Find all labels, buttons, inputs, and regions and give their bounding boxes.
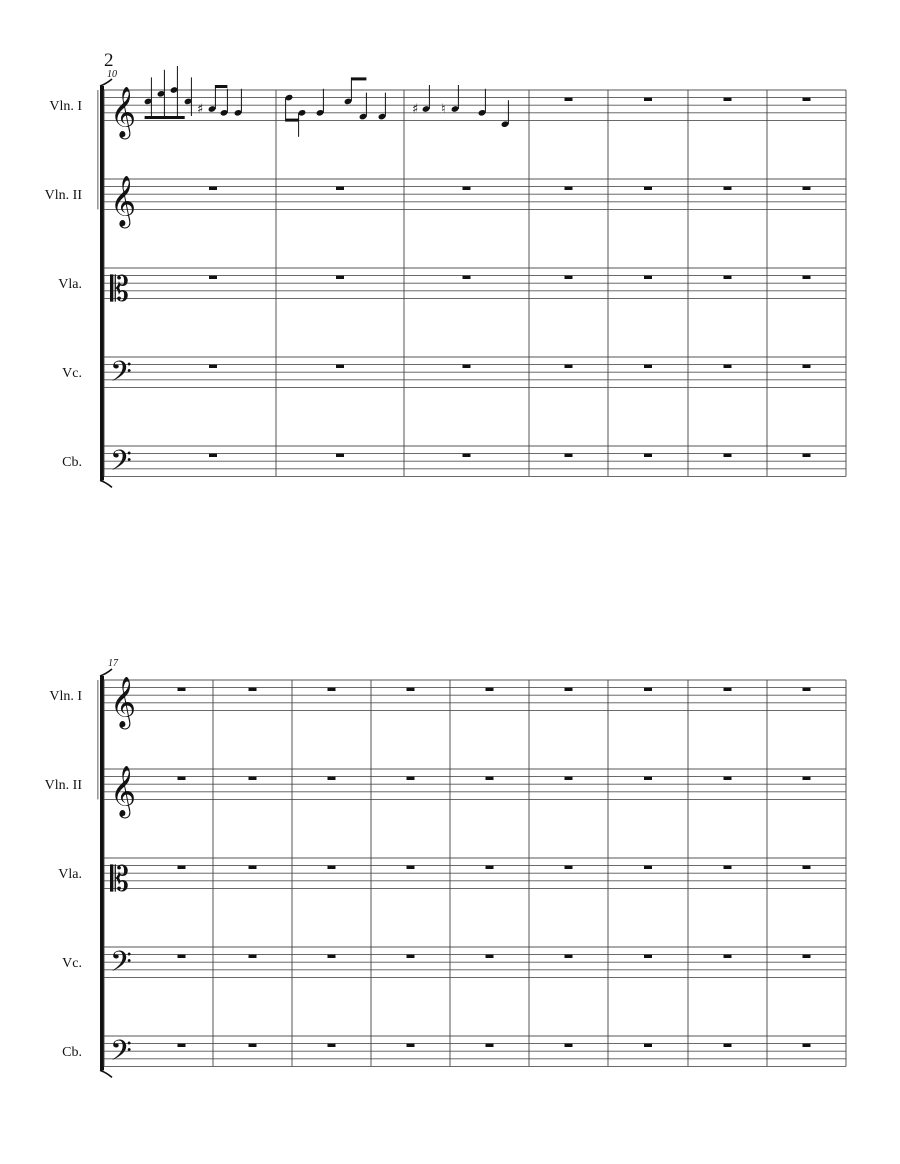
whole-rest: [803, 98, 811, 101]
whole-rest: [178, 688, 186, 691]
whole-rest: [463, 454, 471, 457]
whole-rest: [407, 1044, 415, 1047]
whole-rest: [328, 955, 336, 958]
whole-rest: [803, 454, 811, 457]
whole-rest: [803, 1044, 811, 1047]
whole-rest: [486, 1044, 494, 1047]
bracket-hook: [100, 79, 112, 86]
whole-rest: [803, 187, 811, 190]
staff-1: [49, 676, 846, 729]
whole-rest: [724, 688, 732, 691]
whole-rest: [209, 454, 217, 457]
treble-clef-icon: 𝄞: [110, 86, 137, 138]
whole-rest: [249, 866, 257, 869]
staff-1: [49, 86, 846, 139]
bass-clef-icon: 𝄢: [110, 355, 132, 396]
whole-rest: [644, 866, 652, 869]
whole-rest: [644, 98, 652, 101]
whole-rest: [249, 1044, 257, 1047]
whole-rest: [644, 955, 652, 958]
whole-rest: [249, 955, 257, 958]
whole-rest: [644, 688, 652, 691]
whole-rest: [178, 777, 186, 780]
whole-rest: [336, 454, 344, 457]
whole-rest: [565, 454, 573, 457]
whole-rest: [724, 777, 732, 780]
instrument-label: Vln. I: [49, 99, 82, 115]
instrument-label: Vln. II: [44, 778, 82, 794]
staff-4: [62, 945, 846, 985]
whole-rest: [328, 866, 336, 869]
sharp-icon: ♯: [412, 102, 419, 117]
alto-clef-icon: 𝄡: [110, 269, 129, 310]
whole-rest: [803, 866, 811, 869]
whole-rest: [565, 866, 573, 869]
whole-rest: [724, 454, 732, 457]
whole-rest: [486, 866, 494, 869]
instrument-label: Vla.: [58, 277, 82, 293]
whole-rest: [463, 187, 471, 190]
instrument-label: Vln. I: [49, 689, 82, 705]
whole-rest: [209, 276, 217, 279]
staff-2: [45, 765, 846, 818]
instrument-label: Cb.: [62, 455, 82, 471]
instrument-label: Vc.: [62, 366, 82, 382]
whole-rest: [407, 777, 415, 780]
whole-rest: [407, 688, 415, 691]
system-2: [45, 669, 846, 1077]
whole-rest: [803, 777, 811, 780]
staff-4: [62, 355, 846, 395]
bass-clef-icon: 𝄢: [110, 1034, 132, 1075]
instrument-label: Vla.: [58, 867, 82, 883]
whole-rest: [644, 454, 652, 457]
system-bracket: [100, 676, 104, 1070]
whole-rest: [328, 1044, 336, 1047]
whole-rest: [486, 777, 494, 780]
note-beam: [351, 77, 366, 80]
whole-rest: [178, 1044, 186, 1047]
violin-brace: [97, 90, 99, 209]
whole-rest: [644, 187, 652, 190]
sharp-icon: ♯: [197, 102, 204, 117]
whole-rest: [644, 276, 652, 279]
bracket-hook: [100, 669, 112, 676]
whole-rest: [803, 688, 811, 691]
whole-rest: [328, 777, 336, 780]
alto-clef-icon: 𝄡: [110, 859, 129, 900]
whole-rest: [407, 955, 415, 958]
whole-rest: [565, 1044, 573, 1047]
note-beam: [145, 116, 185, 119]
whole-rest: [803, 276, 811, 279]
whole-rest: [724, 98, 732, 101]
treble-clef-icon: 𝄞: [110, 175, 137, 227]
system-bracket: [100, 86, 104, 480]
staff-2: [45, 175, 846, 228]
whole-rest: [565, 187, 573, 190]
whole-rest: [803, 365, 811, 368]
whole-rest: [178, 866, 186, 869]
whole-rest: [724, 866, 732, 869]
whole-rest: [565, 98, 573, 101]
whole-rest: [565, 955, 573, 958]
whole-rest: [565, 276, 573, 279]
note-beam: [215, 85, 227, 88]
staff-5: [62, 1034, 846, 1074]
whole-rest: [803, 955, 811, 958]
whole-rest: [644, 777, 652, 780]
whole-rest: [209, 187, 217, 190]
whole-rest: [644, 365, 652, 368]
whole-rest: [407, 866, 415, 869]
bass-clef-icon: 𝄢: [110, 444, 132, 485]
whole-rest: [565, 777, 573, 780]
system-1: [45, 66, 846, 487]
whole-rest: [565, 365, 573, 368]
measure-number: 17: [108, 658, 118, 669]
instrument-label: Vc.: [62, 956, 82, 972]
whole-rest: [178, 955, 186, 958]
instrument-label: Vln. II: [44, 188, 82, 204]
whole-rest: [336, 365, 344, 368]
whole-rest: [336, 187, 344, 190]
whole-rest: [336, 276, 344, 279]
whole-rest: [486, 955, 494, 958]
whole-rest: [209, 365, 217, 368]
bass-clef-icon: 𝄢: [110, 945, 132, 986]
whole-rest: [724, 365, 732, 368]
treble-clef-icon: 𝄞: [110, 765, 137, 817]
whole-rest: [644, 1044, 652, 1047]
whole-rest: [249, 777, 257, 780]
whole-rest: [463, 276, 471, 279]
whole-rest: [724, 276, 732, 279]
whole-rest: [724, 187, 732, 190]
whole-rest: [328, 688, 336, 691]
staff-3: [58, 268, 846, 309]
staff-5: [62, 444, 846, 484]
measure-number: 10: [107, 69, 117, 80]
page-number: 2: [104, 50, 114, 71]
instrument-label: Cb.: [62, 1045, 82, 1061]
whole-rest: [724, 1044, 732, 1047]
staff-3: [58, 858, 846, 899]
treble-clef-icon: 𝄞: [110, 676, 137, 728]
whole-rest: [565, 688, 573, 691]
note-beam: [286, 119, 299, 122]
natural-icon: ♮: [441, 102, 446, 117]
whole-rest: [249, 688, 257, 691]
whole-rest: [486, 688, 494, 691]
whole-rest: [463, 365, 471, 368]
violin-brace: [97, 680, 99, 799]
whole-rest: [724, 955, 732, 958]
